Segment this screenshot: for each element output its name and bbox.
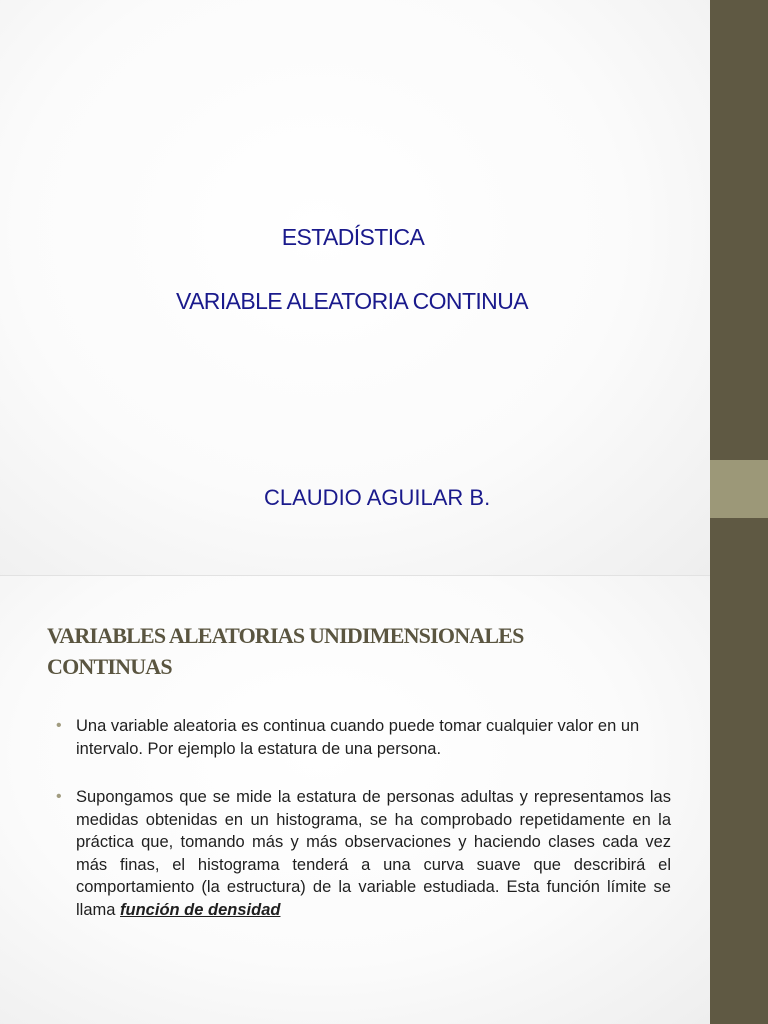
bullet-dot-icon: • (56, 717, 62, 734)
bullet-text: Una variable aleatoria es continua cuando puede tomar cualquier valor en un intervalo. Por ejemplo la estatura de una persona. (76, 717, 640, 758)
bullet-text: Supongamos que se mide la estatura de personas adultas y representamos las medidas obtenidas en un histograma, se ha comprobado repetidamente en la práctica que, tomando más y más observaciones y haciendo clases cada vez más finas, el histograma tenderá a una curva suave que describirá el comportamiento (la estructura) de la variable estudiada. Esta función límite se llama (76, 788, 671, 919)
bullet-list (56, 715, 671, 947)
slide-2 (0, 576, 710, 1024)
slide-title: ESTADÍSTICA (281, 224, 425, 250)
slide-heading: VARIABLES ALEATORIAS UNIDIMENSIONALES CONTINUAS (47, 623, 524, 679)
defined-term: función de densidad (120, 900, 281, 919)
slide-subtitle: VARIABLE ALEATORIA CONTINUA (176, 288, 528, 314)
bullet-item (56, 786, 671, 921)
author-name: CLAUDIO AGUILAR B. (264, 485, 491, 510)
sidebar-accent-block (710, 460, 768, 518)
bullet-item (56, 715, 671, 760)
bullet-dot-icon: • (56, 788, 62, 805)
